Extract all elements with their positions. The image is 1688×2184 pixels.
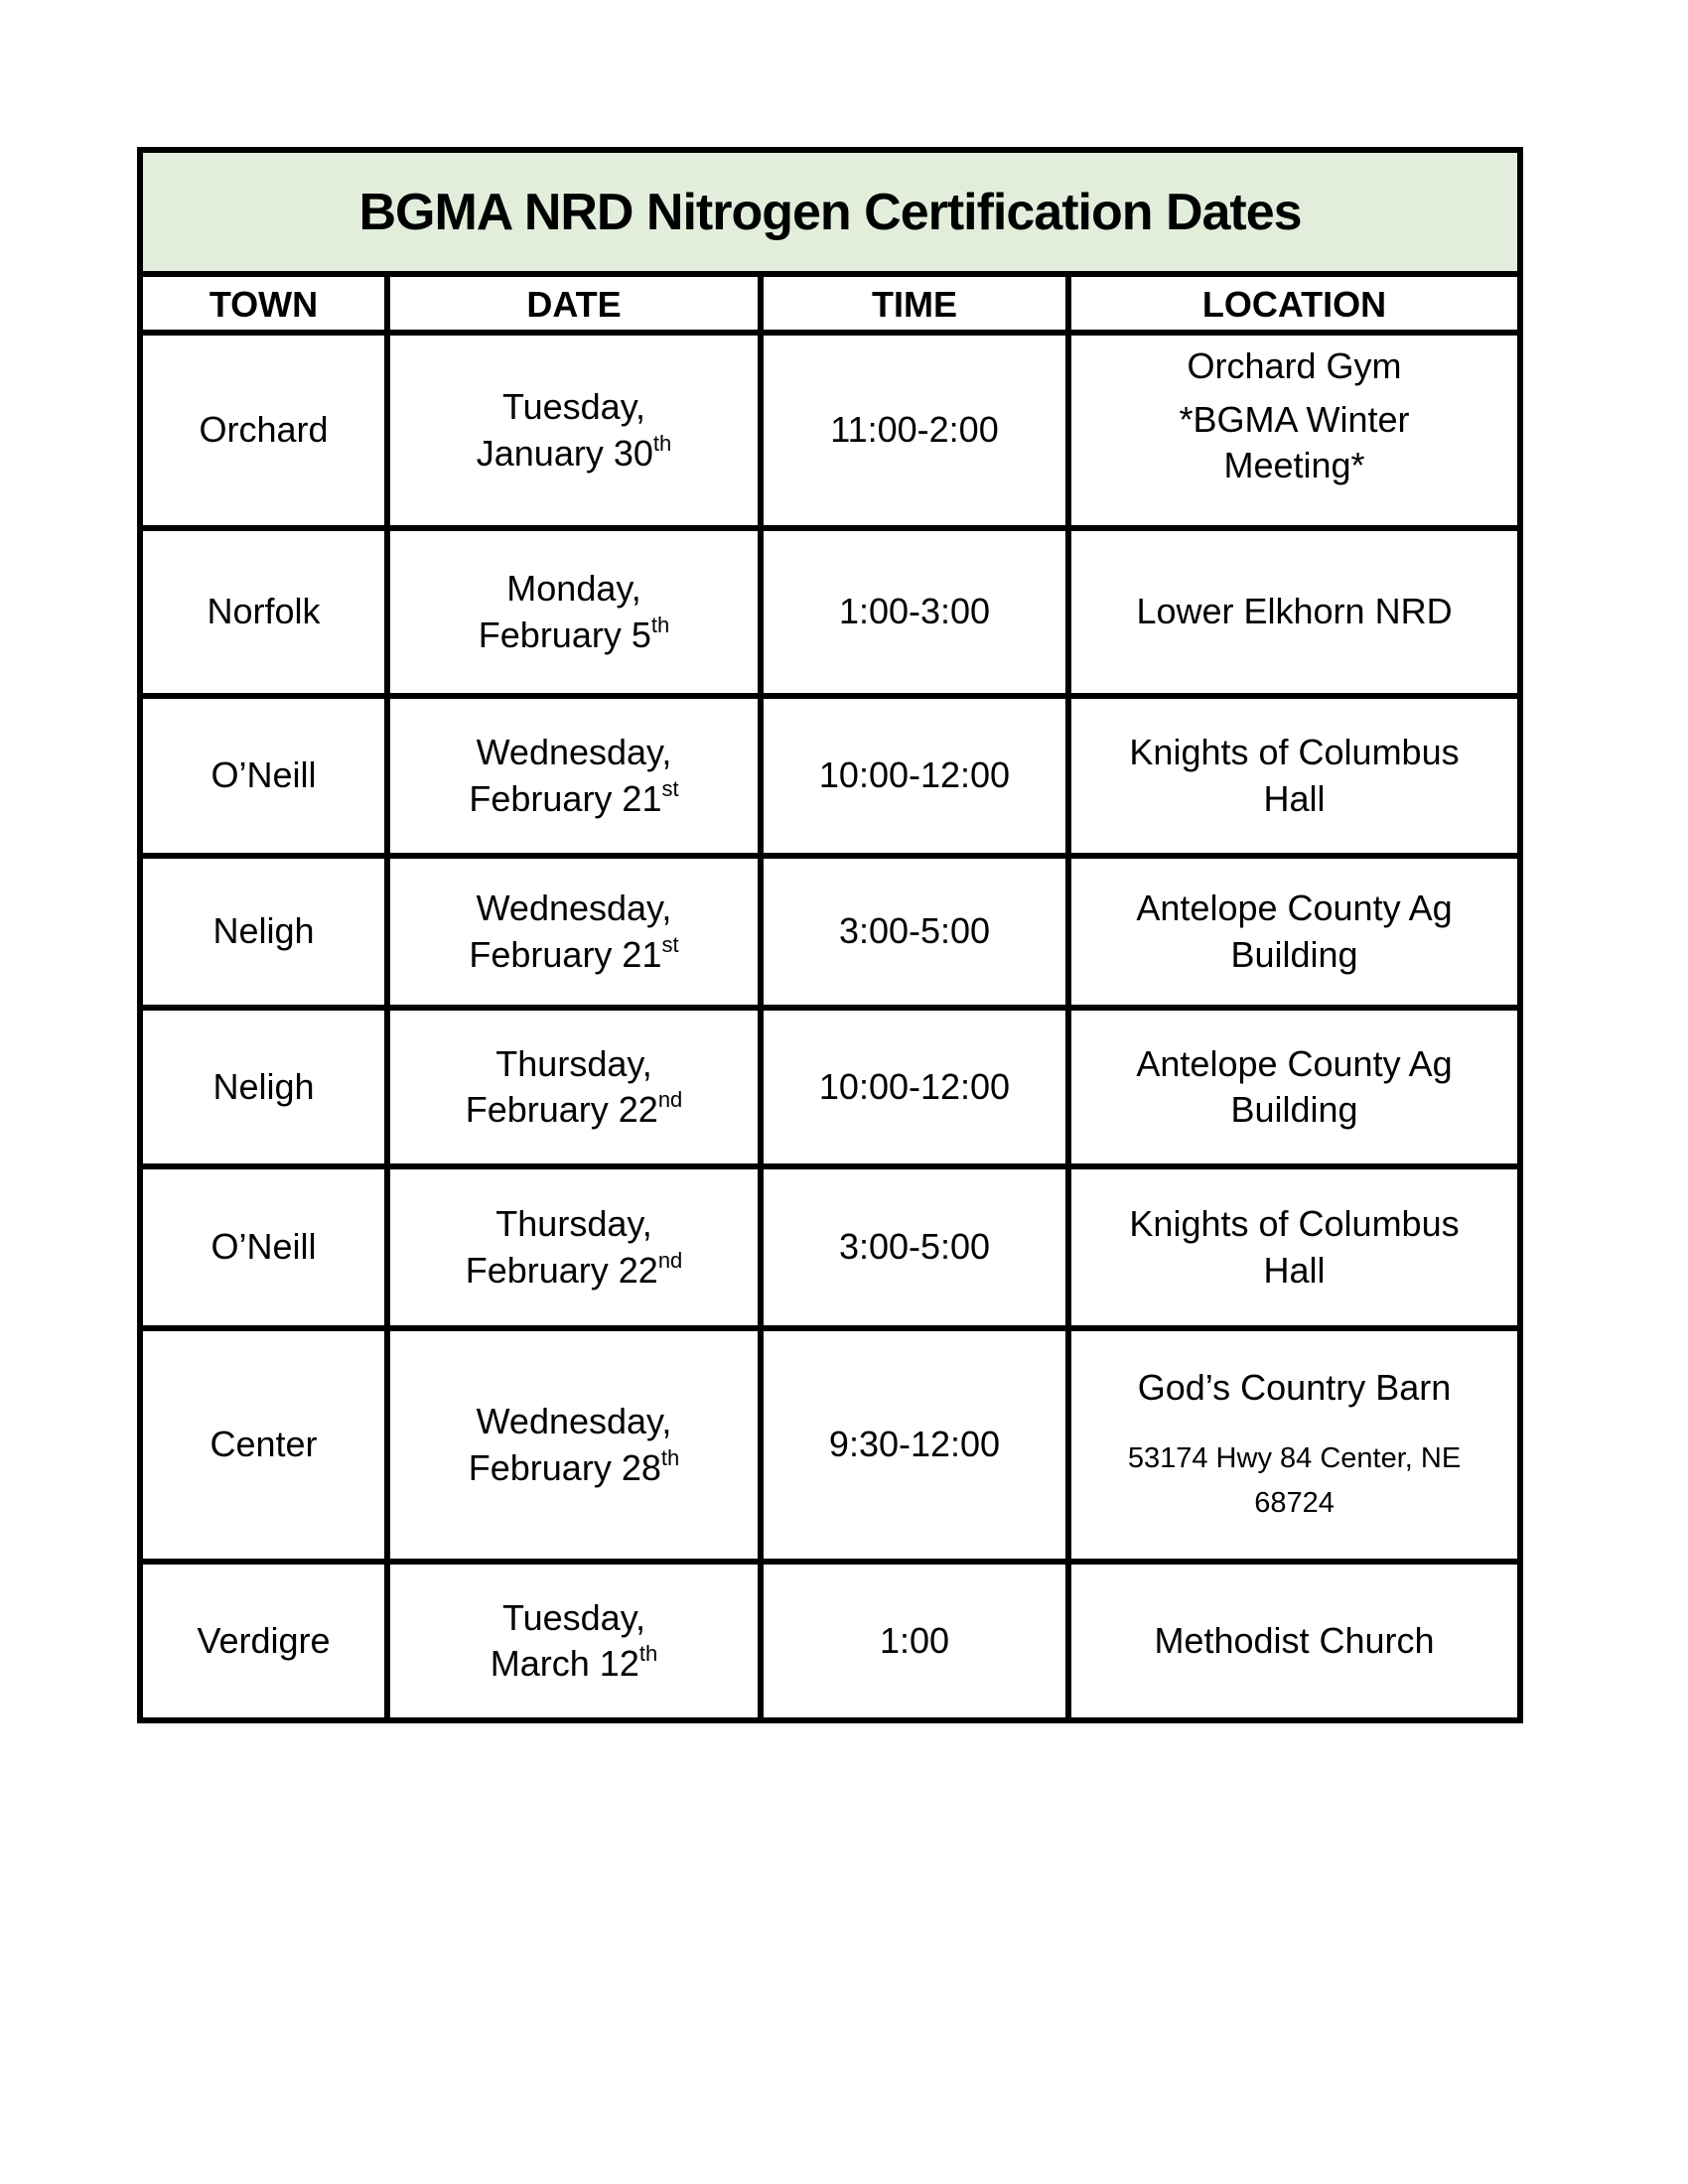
time-cell: 1:00 <box>761 1562 1068 1720</box>
date-suffix: th <box>652 430 672 456</box>
town-cell: O’Neill <box>140 696 387 856</box>
date-value: February 5 <box>478 614 651 655</box>
location-text: God’s Country Barn <box>1137 1366 1452 1408</box>
spacer <box>1111 1411 1477 1436</box>
date-text <box>398 932 750 978</box>
location-cell: Knights of Columbus Hall <box>1068 696 1520 856</box>
date-text <box>398 1087 750 1133</box>
date-text <box>398 613 750 658</box>
date-suffix: th <box>638 1641 658 1666</box>
date-value: February 28 <box>468 1446 661 1488</box>
date-cell <box>387 1562 761 1720</box>
table-row <box>140 1562 1520 1720</box>
date-text <box>398 1445 750 1491</box>
location-cell: Antelope County Ag Building <box>1068 856 1520 1008</box>
date-cell <box>387 1008 761 1166</box>
town-cell: O’Neill <box>140 1166 387 1328</box>
time-cell: 3:00-5:00 <box>761 856 1068 1008</box>
table-row <box>140 528 1520 696</box>
table-row <box>140 856 1520 1008</box>
weekday-text: Tuesday, <box>501 386 646 428</box>
location-note: *BGMA Winter Meeting* <box>1179 399 1410 486</box>
location-address: 53174 Hwy 84 Center, NE 68724 <box>1127 1441 1462 1519</box>
date-cell <box>387 1328 761 1562</box>
weekday-text: Tuesday, <box>501 1596 646 1638</box>
date-suffix: st <box>661 931 679 957</box>
document-title: BGMA NRD Nitrogen Certification Dates <box>140 150 1520 274</box>
date-cell <box>387 1166 761 1328</box>
column-header-time: TIME <box>761 274 1068 333</box>
column-header-town: TOWN <box>140 274 387 333</box>
location-cell <box>1068 1328 1520 1562</box>
date-text <box>398 431 750 477</box>
date-value: February 21 <box>469 777 662 819</box>
time-cell: 10:00-12:00 <box>761 1008 1068 1166</box>
time-cell: 3:00-5:00 <box>761 1166 1068 1328</box>
town-cell: Neligh <box>140 856 387 1008</box>
date-cell <box>387 528 761 696</box>
weekday-text: Thursday, <box>495 1203 652 1245</box>
time-cell: 9:30-12:00 <box>761 1328 1068 1562</box>
certification-schedule-table <box>137 147 1523 1723</box>
date-suffix: th <box>660 1444 680 1470</box>
date-value: March 12 <box>490 1643 639 1684</box>
town-cell: Neligh <box>140 1008 387 1166</box>
column-header-date: DATE <box>387 274 761 333</box>
table-row <box>140 1328 1520 1562</box>
header-row <box>140 274 1520 333</box>
location-cell: Lower Elkhorn NRD <box>1068 528 1520 696</box>
weekday-text: Wednesday, <box>476 732 672 773</box>
table-row <box>140 1008 1520 1166</box>
weekday-text: Monday, <box>506 568 641 610</box>
date-suffix: st <box>661 775 679 801</box>
town-cell: Verdigre <box>140 1562 387 1720</box>
table-row <box>140 333 1520 528</box>
location-cell: Antelope County Ag Building <box>1068 1008 1520 1166</box>
location-cell: Knights of Columbus Hall <box>1068 1166 1520 1328</box>
column-header-location: LOCATION <box>1068 274 1520 333</box>
town-cell: Norfolk <box>140 528 387 696</box>
date-value: January 30 <box>476 432 653 474</box>
date-text <box>398 776 750 822</box>
time-cell: 10:00-12:00 <box>761 696 1068 856</box>
time-cell: 1:00-3:00 <box>761 528 1068 696</box>
date-cell <box>387 333 761 528</box>
date-cell <box>387 696 761 856</box>
table-row <box>140 696 1520 856</box>
time-cell: 11:00-2:00 <box>761 333 1068 528</box>
date-value: February 22 <box>465 1249 658 1291</box>
date-suffix: nd <box>657 1087 683 1112</box>
town-cell: Center <box>140 1328 387 1562</box>
weekday-text: Wednesday, <box>476 1401 672 1442</box>
weekday-text: Wednesday, <box>476 887 672 929</box>
date-text <box>398 1248 750 1294</box>
location-cell: Methodist Church <box>1068 1562 1520 1720</box>
date-value: February 22 <box>465 1089 658 1130</box>
location-cell <box>1068 333 1520 528</box>
date-cell <box>387 856 761 1008</box>
location-text: Orchard Gym <box>1187 345 1402 386</box>
date-suffix: th <box>650 612 670 637</box>
town-cell: Orchard <box>140 333 387 528</box>
table-row <box>140 1166 1520 1328</box>
date-suffix: nd <box>657 1247 683 1273</box>
weekday-text: Thursday, <box>495 1042 652 1084</box>
date-value: February 21 <box>469 933 662 975</box>
date-text <box>398 1641 750 1687</box>
